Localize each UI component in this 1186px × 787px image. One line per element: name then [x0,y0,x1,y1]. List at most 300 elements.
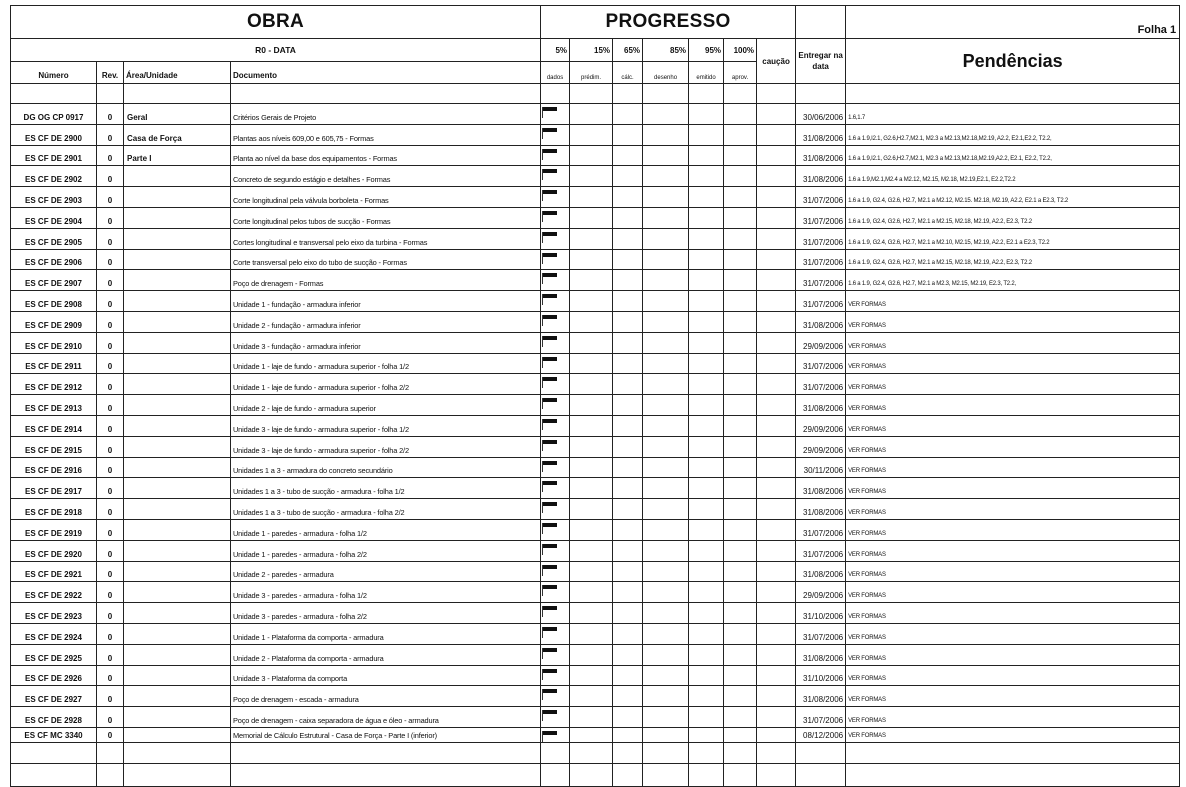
progress-cell [643,665,689,686]
blank-cell [11,763,97,786]
revision-cell: 0 [97,603,124,624]
document-title: Unidade 1 - Plataforma da comporta - armadura [231,623,541,644]
pendencias-cell: VER FORMAS [846,519,1180,540]
table-row[interactable] [11,145,1180,166]
caucao-cell [757,124,796,145]
pendencias-cell: VER FORMAS [846,644,1180,665]
revision-cell: 0 [97,187,124,208]
document-title: Poço de drenagem - caixa separadora de água e óleo - armadura [231,707,541,728]
blank-row [11,763,1180,786]
progress-cell [643,395,689,416]
area-cell [124,603,231,624]
progress-cell [689,644,724,665]
delivery-date: 31/08/2006 [796,395,846,416]
progress-cell [643,187,689,208]
blank-cell [689,763,724,786]
table-row[interactable] [11,353,1180,374]
progress-cell [643,104,689,125]
revision-cell: 0 [97,457,124,478]
title-row [11,6,1180,39]
delivery-date: 31/08/2006 [796,561,846,582]
document-number: ES CF DE 2912 [11,374,97,395]
document-title: Unidade 3 - laje de fundo - armadura superior - folha 1/2 [231,415,541,436]
progress-cell [724,727,757,742]
document-title: Unidade 2 - fundação - armadura inferior [231,311,541,332]
blank-cell [124,742,231,763]
area-cell [124,540,231,561]
progress-bar [543,169,557,173]
area-cell [124,166,231,187]
progress-cell [689,187,724,208]
revision-cell: 0 [97,623,124,644]
document-title: Memorial de Cálculo Estrutural - Casa de Força - Parte I (inferior) [231,727,541,742]
document-number: ES CF DE 2920 [11,540,97,561]
table-row[interactable] [11,207,1180,228]
progress-bar [543,232,557,236]
progress-cell [643,249,689,270]
progress-cell [689,124,724,145]
progress-cell [613,332,643,353]
progress-cell [570,353,613,374]
caucao-cell [757,436,796,457]
document-title: Unidade 3 - paredes - armadura - folha 2/2 [231,603,541,624]
progress-bar [543,565,557,569]
progress-cell [541,353,570,374]
progress-cell [643,124,689,145]
pendencias-cell: 1.6 a 1.9,M2.1,M2.4 a M2.12, M2.15, M2.18, M2.19,E2.1, E2.2,T2.2 [846,166,1180,187]
caucao-cell [757,686,796,707]
table-row[interactable] [11,374,1180,395]
document-number: ES CF DE 2907 [11,270,97,291]
caucao-cell [757,395,796,416]
progress-cell [541,207,570,228]
revision-cell: 0 [97,561,124,582]
document-title: Cortes longitudinal e transversal pelo eixo da turbina - Formas [231,228,541,249]
delivery-date: 31/07/2006 [796,270,846,291]
progress-cell [724,207,757,228]
table-row[interactable] [11,436,1180,457]
pendencias-cell: 1.6 a 1.9, G2.4, G2.6, H2.7, M2.1 a M2.15, M2.18, M2.19, A2.2, E2.3, T2.2 [846,207,1180,228]
table-row[interactable] [11,603,1180,624]
document-title: Unidade 1 - laje de fundo - armadura superior - folha 1/2 [231,353,541,374]
progress-cell [613,187,643,208]
document-title: Corte longitudinal pelos tubos de sucção - Formas [231,207,541,228]
progress-cell [643,457,689,478]
revision-cell: 0 [97,104,124,125]
document-number: ES CF DE 2927 [11,686,97,707]
progress-cell [570,519,613,540]
table-row[interactable] [11,561,1180,582]
document-number: ES CF DE 2901 [11,145,97,166]
progress-cell [541,104,570,125]
progress-cell [689,311,724,332]
pendencias-header: Pendências [846,39,1180,84]
progress-cell [724,582,757,603]
document-title: Unidade 3 - paredes - armadura - folha 1/2 [231,582,541,603]
pendencias-cell: VER FORMAS [846,665,1180,686]
progress-cell [689,166,724,187]
pendencias-cell: VER FORMAS [846,686,1180,707]
caucao-cell [757,166,796,187]
progress-bar [543,627,557,631]
progress-cell [541,332,570,353]
progress-cell [724,166,757,187]
table-row[interactable] [11,291,1180,312]
area-cell [124,353,231,374]
delivery-date: 08/12/2006 [796,727,846,742]
revision-cell: 0 [97,727,124,742]
progress-cell [643,145,689,166]
progress-bar [543,461,557,465]
revision-cell: 0 [97,582,124,603]
progress-cell [613,499,643,520]
caucao-cell [757,540,796,561]
pendencias-cell: 1.6 a 1.9,I2.1, G2.6,H2.7,M2.1, M2.3 a M2.13,M2.18,M2.19,A2.2, E2.1, E2.2, T2.2, [846,145,1180,166]
progress-cell [613,374,643,395]
progress-cell [613,686,643,707]
document-number: ES CF DE 2926 [11,665,97,686]
document-title: Poço de drenagem - Formas [231,270,541,291]
progresso-title: PROGRESSO [541,6,796,39]
revision-row [11,39,1180,62]
blank-cell [796,763,846,786]
pendencias-cell: VER FORMAS [846,603,1180,624]
document-title: Concreto de segundo estágio e detalhes - Formas [231,166,541,187]
area-cell [124,228,231,249]
progress-bar [543,107,557,111]
pendencias-cell: VER FORMAS [846,436,1180,457]
progress-bar [543,502,557,506]
table-row[interactable] [11,540,1180,561]
document-number: ES CF DE 2916 [11,457,97,478]
revision-cell: 0 [97,332,124,353]
progress-cell [689,207,724,228]
progress-cell [724,374,757,395]
area-cell [124,187,231,208]
progress-cell [570,249,613,270]
table-row[interactable] [11,727,1180,742]
progress-cell [570,665,613,686]
document-list-table [10,5,1180,787]
table-row[interactable] [11,582,1180,603]
table-row[interactable] [11,228,1180,249]
blank-cell [231,742,541,763]
table-row[interactable] [11,270,1180,291]
stage-pct: 15% [570,39,613,62]
blank-cell [541,763,570,786]
progress-bar [543,377,557,381]
progress-cell [613,270,643,291]
document-number: ES CF DE 2923 [11,603,97,624]
progress-bar [543,481,557,485]
progress-cell [613,623,643,644]
pendencias-cell: VER FORMAS [846,415,1180,436]
revision-cell: 0 [97,207,124,228]
progress-cell [613,603,643,624]
progress-cell [570,124,613,145]
progress-cell [570,707,613,728]
delivery-date: 31/08/2006 [796,124,846,145]
revision-cell: 0 [97,124,124,145]
progress-cell [613,291,643,312]
progress-bar [543,419,557,423]
table-row[interactable] [11,395,1180,416]
revision-cell: 0 [97,249,124,270]
stage-pct: 65% [613,39,643,62]
delivery-date: 31/07/2006 [796,228,846,249]
progress-bar [543,336,557,340]
progress-cell [724,665,757,686]
stage-label: cálc. [613,62,643,84]
progress-cell [541,499,570,520]
document-number: ES CF DE 2909 [11,311,97,332]
revision-cell: 0 [97,166,124,187]
progress-cell [570,478,613,499]
caucao-cell [757,499,796,520]
area-cell [124,415,231,436]
caucao-cell [757,270,796,291]
caucao-cell [757,582,796,603]
progress-cell [724,707,757,728]
progress-cell [724,187,757,208]
progress-cell [689,623,724,644]
progress-cell [541,707,570,728]
caucao-cell [757,519,796,540]
numero-header: Número [11,62,97,84]
pendencias-cell: VER FORMAS [846,353,1180,374]
document-number: ES CF DE 2903 [11,187,97,208]
stage-label: desenho [643,62,689,84]
area-cell: Parte I [124,145,231,166]
caucao-cell [757,249,796,270]
progress-bar [543,606,557,610]
area-cell [124,270,231,291]
document-number: ES CF DE 2910 [11,332,97,353]
progress-cell [689,353,724,374]
caucao-cell [757,561,796,582]
progress-cell [643,270,689,291]
progress-cell [613,582,643,603]
table-row[interactable] [11,519,1180,540]
progress-cell [724,478,757,499]
revision-cell: 0 [97,415,124,436]
progress-cell [613,353,643,374]
revision-cell: 0 [97,228,124,249]
revision-date-label: R0 - DATA [11,39,541,62]
progress-cell [570,499,613,520]
progress-cell [724,291,757,312]
table-row[interactable] [11,665,1180,686]
document-number: ES CF DE 2925 [11,644,97,665]
caucao-cell [757,665,796,686]
blank-cell [846,763,1180,786]
table-row[interactable] [11,623,1180,644]
caucao-cell [757,187,796,208]
progress-cell [643,582,689,603]
document-title: Unidade 3 - Plataforma da comporta [231,665,541,686]
progress-cell [643,603,689,624]
caucao-cell [757,228,796,249]
progress-cell [570,187,613,208]
progress-cell [570,561,613,582]
delivery-date: 29/09/2006 [796,415,846,436]
progress-cell [613,395,643,416]
table-row[interactable] [11,707,1180,728]
blank-cell [97,763,124,786]
progress-cell [613,665,643,686]
revision-cell: 0 [97,478,124,499]
progress-cell [541,249,570,270]
table-row[interactable] [11,686,1180,707]
progress-cell [541,187,570,208]
area-cell [124,686,231,707]
delivery-date: 30/11/2006 [796,457,846,478]
table-row[interactable] [11,166,1180,187]
document-number: ES CF DE 2914 [11,415,97,436]
progress-cell [689,395,724,416]
area-cell [124,644,231,665]
delivery-date: 31/07/2006 [796,353,846,374]
progress-bar [543,315,557,319]
delivery-date: 31/07/2006 [796,374,846,395]
progress-cell [724,540,757,561]
delivery-date: 31/08/2006 [796,166,846,187]
progress-bar [543,273,557,277]
table-row[interactable] [11,332,1180,353]
progress-cell [613,207,643,228]
table-row[interactable] [11,415,1180,436]
progress-bar [543,648,557,652]
progress-cell [541,540,570,561]
document-title: Corte longitudinal pela válvula borboleta - Formas [231,187,541,208]
table-row[interactable] [11,104,1180,125]
document-title: Unidade 3 - fundação - armadura inferior [231,332,541,353]
blank-cell [643,763,689,786]
progress-cell [613,228,643,249]
progress-cell [570,727,613,742]
caucao-cell [757,104,796,125]
table-row[interactable] [11,457,1180,478]
delivery-date: 31/08/2006 [796,499,846,520]
table-row[interactable] [11,478,1180,499]
progress-bar [543,544,557,548]
caucao-cell [757,374,796,395]
table-row[interactable] [11,499,1180,520]
area-cell [124,291,231,312]
document-number: ES CF DE 2919 [11,519,97,540]
progress-cell [689,582,724,603]
blank-header-cell [796,6,846,39]
document-number: ES CF DE 2902 [11,166,97,187]
progress-cell [570,603,613,624]
progress-cell [570,686,613,707]
area-cell: Geral [124,104,231,125]
progress-cell [613,478,643,499]
progress-cell [643,374,689,395]
progress-cell [643,644,689,665]
progress-cell [689,561,724,582]
progress-cell [541,436,570,457]
document-title: Corte transversal pelo eixo do tubo de sucção - Formas [231,249,541,270]
progress-cell [570,395,613,416]
pendencias-cell: VER FORMAS [846,582,1180,603]
progress-cell [541,644,570,665]
document-number: ES CF DE 2911 [11,353,97,374]
stage-pct: 95% [689,39,724,62]
progress-cell [643,291,689,312]
pendencias-cell: VER FORMAS [846,561,1180,582]
progress-cell [643,332,689,353]
stage-label: aprov. [724,62,757,84]
table-row[interactable] [11,644,1180,665]
pendencias-cell: VER FORMAS [846,707,1180,728]
area-cell [124,665,231,686]
revision-cell: 0 [97,644,124,665]
progress-cell [689,686,724,707]
stage-label: emitido [689,62,724,84]
table-row[interactable] [11,249,1180,270]
delivery-date: 31/07/2006 [796,291,846,312]
area-cell [124,499,231,520]
entregar-header: Entregar na data [796,39,846,84]
progress-cell [570,540,613,561]
progress-cell [613,727,643,742]
blank-cell [570,763,613,786]
progress-cell [613,145,643,166]
progress-bar [543,211,557,215]
progress-cell [570,207,613,228]
blank-cell [613,763,643,786]
revision-cell: 0 [97,436,124,457]
area-cell [124,207,231,228]
progress-cell [643,311,689,332]
progress-cell [724,561,757,582]
progress-cell [724,311,757,332]
progress-cell [570,166,613,187]
progress-cell [541,311,570,332]
blank-cell [97,742,124,763]
delivery-date: 31/07/2006 [796,187,846,208]
area-cell: Casa de Força [124,124,231,145]
area-cell [124,478,231,499]
pendencias-cell: VER FORMAS [846,311,1180,332]
delivery-date: 31/07/2006 [796,707,846,728]
document-number: ES CF DE 2900 [11,124,97,145]
progress-cell [724,519,757,540]
progress-bar [543,294,557,298]
revision-cell: 0 [97,707,124,728]
caucao-header: caução [757,39,796,84]
table-row[interactable] [11,311,1180,332]
pendencias-cell: VER FORMAS [846,478,1180,499]
progress-cell [570,332,613,353]
revision-cell: 0 [97,686,124,707]
area-cell [124,332,231,353]
progress-cell [689,228,724,249]
table-row[interactable] [11,124,1180,145]
blank-cell [643,742,689,763]
progress-cell [570,291,613,312]
progress-cell [643,519,689,540]
progress-cell [689,436,724,457]
progress-cell [643,207,689,228]
caucao-cell [757,603,796,624]
progress-cell [570,436,613,457]
delivery-date: 31/08/2006 [796,686,846,707]
table-row[interactable] [11,187,1180,208]
progress-cell [570,145,613,166]
delivery-date: 31/07/2006 [796,540,846,561]
